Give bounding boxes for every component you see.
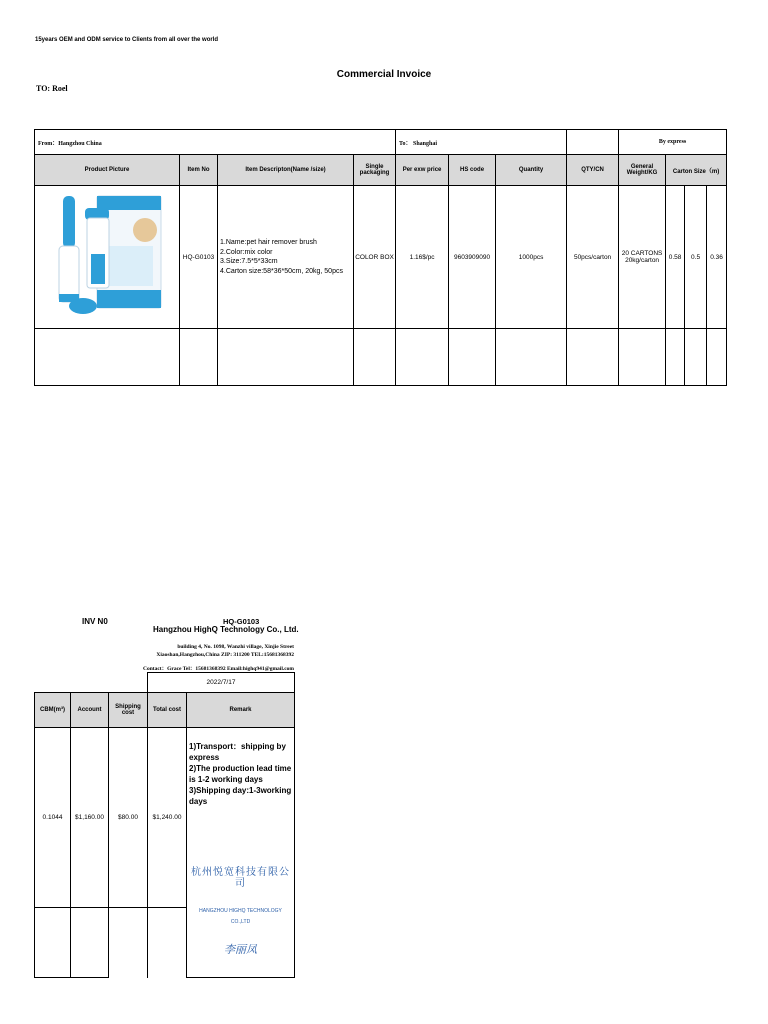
col-header: General Weight/KG	[619, 155, 666, 186]
table-row	[35, 186, 727, 329]
total-cost-value: $1,240.00	[148, 728, 187, 908]
col-header: Quantity	[496, 155, 567, 186]
invoice-number: HQ-G0103	[223, 617, 260, 626]
col-header: Product Picture	[35, 155, 180, 186]
recipient: TO: Roel	[36, 84, 68, 93]
col-header: Per exw price	[396, 155, 449, 186]
account-value: $1,160.00	[71, 728, 109, 908]
invoice-number-label: INV N0	[82, 617, 108, 626]
pet-hair-brush-image	[35, 186, 179, 328]
item-qty-per-carton: 50pcs/carton	[567, 186, 619, 329]
seal-chinese-name: 杭州悦宽科技有限公司	[191, 867, 290, 889]
cost-summary-table	[34, 672, 295, 978]
col-header: Item No	[180, 155, 218, 186]
item-hs-code: 9603909090	[449, 186, 496, 329]
col-header: Remark	[187, 693, 295, 728]
product-picture	[35, 186, 180, 329]
col-header: HS code	[449, 155, 496, 186]
shipment-from: From：Hangzhou China	[35, 130, 396, 155]
remark-cell	[187, 728, 295, 978]
carton-length: 0.58	[666, 186, 685, 329]
item-quantity: 1000pcs	[496, 186, 567, 329]
item-price: 1.16$/pc	[396, 186, 449, 329]
invoice-date: 2022/7/17	[148, 673, 295, 693]
shipping-cost-value: $80.00	[109, 728, 148, 908]
company-contact: Contact：Grace Tel：15681368392 Email:highq941@gmail.com	[142, 666, 294, 672]
item-no: HQ-G0103	[180, 186, 218, 329]
shipment-to: To： Shanghai	[396, 130, 567, 155]
carton-width: 0.5	[685, 186, 707, 329]
company-address-line1: building 4, No. 1098, Wanzhi village, Xinjie Street	[177, 644, 294, 650]
item-weight: 20 CARTONS 20kg/carton	[619, 186, 666, 329]
carton-height: 0.36	[707, 186, 727, 329]
company-name: Hangzhou HighQ Technology Co., Ltd.	[153, 625, 299, 634]
company-seal	[189, 856, 292, 966]
col-header: Single packaging	[354, 155, 396, 186]
cbm-value: 0.1044	[35, 728, 71, 908]
col-header: Carton Size（m)	[666, 155, 727, 186]
remark-text: 1)Transport：shipping by express 2)The production lead time is 1-2 working days 3)Shipping day:1-3working days	[189, 742, 292, 806]
invoice-title: Commercial Invoice	[336, 69, 432, 80]
shipment-method: By express	[619, 130, 727, 155]
item-packaging: COLOR BOX	[354, 186, 396, 329]
table-row	[35, 329, 727, 386]
col-header: Item Descripton(Name /size)	[218, 155, 354, 186]
col-header: Account	[71, 693, 109, 728]
company-address-line2: Xiaoshan,Hangzhou,China ZIP: 311200 TEL:15681368392	[156, 652, 294, 658]
seal-english-name: HANGZHOU HIGHQ TECHNOLOGY CO.,LTD	[199, 908, 282, 925]
company-tagline: 15years OEM and ODM service to Clients from all over the world	[35, 37, 219, 43]
col-header: CBM(m³)	[35, 693, 71, 728]
col-header: Total cost	[148, 693, 187, 728]
item-description: 1.Name:pet hair remover brush 2.Color:mix color 3.Size:7.5*5*33cm 4.Carton size:58*36*50cm, 20kg, 50pcs	[218, 186, 354, 329]
col-header: QTY/CN	[567, 155, 619, 186]
signature: 李丽凤	[224, 943, 257, 956]
invoice-items-table	[34, 129, 727, 386]
col-header: Shipping cost	[109, 693, 148, 728]
